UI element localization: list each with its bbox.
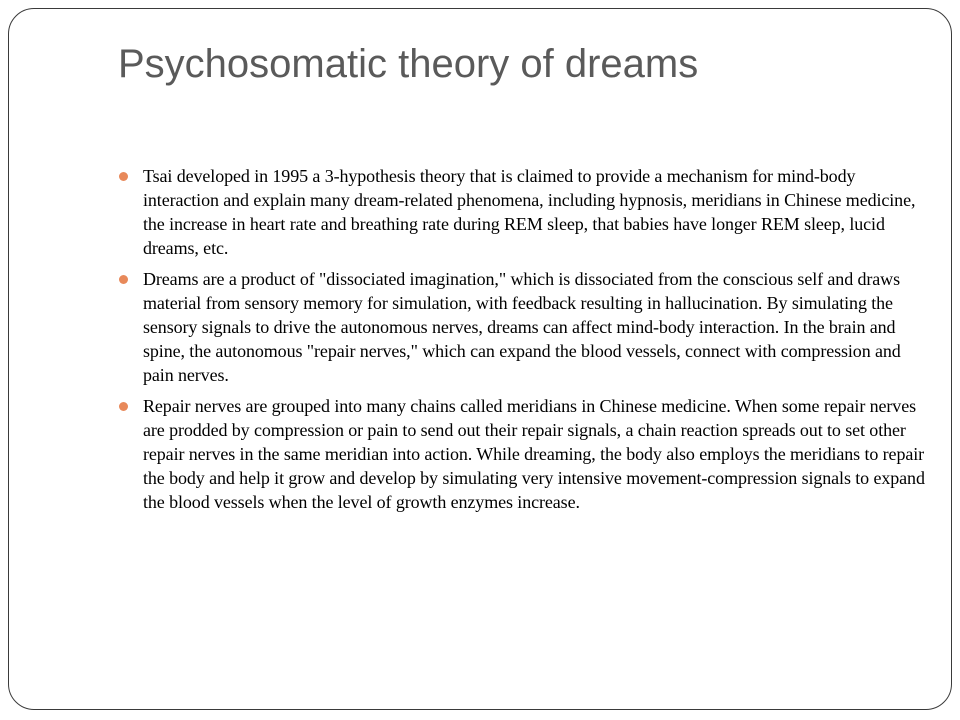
bullet-list xyxy=(115,164,927,521)
bullet-item xyxy=(115,267,927,387)
bullet-text: Repair nerves are grouped into many chains called meridians in Chinese medicine. When some repair nerves are prodded by compression or pain to send out their repair signals, a chain reaction spreads out to set other repair nerves in the same meridian into action. While dreaming, the body also employs the meridians to repair the body and help it grow and develop by simulating very intensive movement-compression signals to expand the blood vessels when the level of growth enzymes increase. xyxy=(143,396,925,512)
bullet-item xyxy=(115,394,927,514)
bullet-item xyxy=(115,164,927,260)
bullet-text: Dreams are a product of "dissociated imagination," which is dissociated from the conscious self and draws material from sensory memory for simulation, with feedback resulting in hallucination. By simulating the sensory signals to drive the autonomous nerves, dreams can affect mind-body interaction. In the brain and spine, the autonomous "repair nerves," which can expand the blood vessels, connect with compression and pain nerves. xyxy=(143,269,901,385)
bullet-text: Tsai developed in 1995 a 3-hypothesis theory that is claimed to provide a mechanism for mind-body interaction and explain many dream-related phenomena, including hypnosis, meridians in Chinese medicine, the increase in heart rate and breathing rate during REM sleep, that babies have longer REM sleep, lucid dreams, etc. xyxy=(143,166,916,258)
bullet-dot-icon xyxy=(119,172,128,181)
slide-title: Psychosomatic theory of dreams xyxy=(118,42,699,86)
bullet-dot-icon xyxy=(119,402,128,411)
slide-frame xyxy=(8,8,952,710)
bullet-dot-icon xyxy=(119,275,128,284)
